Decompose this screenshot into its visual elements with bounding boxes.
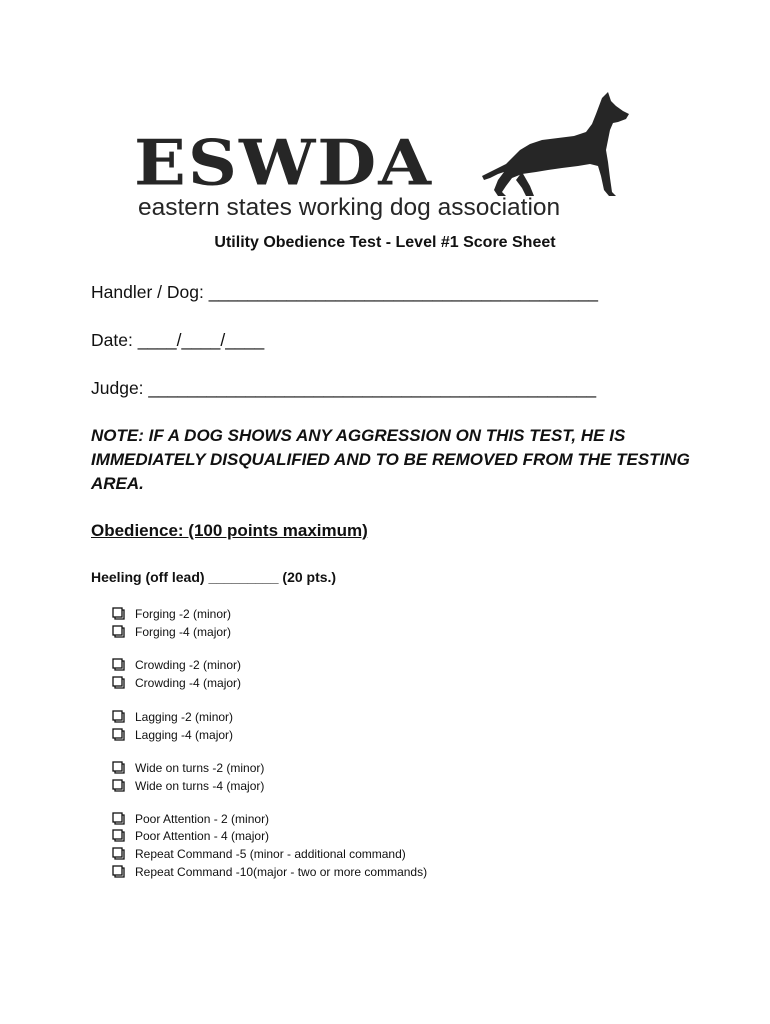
page-title: Utility Obedience Test - Level #1 Score Sheet xyxy=(214,234,556,251)
deduction-label: Crowding -4 (major) xyxy=(135,676,242,690)
list-item xyxy=(112,760,264,776)
deduction-label: Lagging -2 (minor) xyxy=(135,710,234,724)
list-item xyxy=(112,828,269,844)
deduction-label: Forging -4 (major) xyxy=(135,625,232,639)
judge-field: Judge: ______________________________________________ xyxy=(91,378,597,398)
logo xyxy=(134,92,644,227)
logo-wordmark: ESWDA xyxy=(134,126,434,201)
deduction-label: Repeat Command -5 (minor - additional command) xyxy=(135,847,406,861)
checkbox-icon[interactable] xyxy=(112,675,125,691)
deduction-label: Crowding -2 (minor) xyxy=(135,658,242,672)
obedience-heading: Obedience: (100 points maximum) xyxy=(91,521,368,540)
list-item xyxy=(112,624,231,640)
date-field: Date: ____/____/____ xyxy=(91,330,265,350)
list-item xyxy=(112,864,427,880)
checkbox-icon[interactable] xyxy=(112,657,125,673)
deduction-label: Wide on turns -4 (major) xyxy=(135,779,265,793)
list-item xyxy=(112,811,269,827)
deduction-label: Repeat Command -10(major - two or more commands) xyxy=(135,865,428,879)
list-item xyxy=(112,727,233,743)
deduction-label: Forging -2 (minor) xyxy=(135,607,232,621)
checkbox-icon[interactable] xyxy=(112,778,125,794)
checkbox-icon[interactable] xyxy=(112,727,125,743)
list-item xyxy=(112,846,406,862)
list-item xyxy=(112,709,233,725)
checkbox-icon[interactable] xyxy=(112,709,125,725)
checkbox-icon[interactable] xyxy=(112,760,125,776)
checkbox-icon[interactable] xyxy=(112,606,125,622)
dog-logo-icon xyxy=(482,92,632,200)
checkbox-icon[interactable] xyxy=(112,828,125,844)
deduction-label: Poor Attention - 2 (minor) xyxy=(135,812,270,826)
checkbox-icon[interactable] xyxy=(112,846,125,862)
list-item xyxy=(112,606,231,622)
logo-tagline: eastern states working dog association xyxy=(138,194,561,221)
heeling-exercise: Heeling (off lead) _________ (20 pts.) xyxy=(91,569,337,585)
list-item xyxy=(112,675,241,691)
checkbox-icon[interactable] xyxy=(112,624,125,640)
aggression-note: NOTE: IF A DOG SHOWS ANY AGGRESSION ON THIS TEST, HE IS IMMEDIATELY DISQUALIFIED AND TO BE REMOVED FROM THE TESTING AREA. xyxy=(91,426,690,493)
list-item xyxy=(112,778,264,794)
list-item xyxy=(112,657,241,673)
deduction-label: Lagging -4 (major) xyxy=(135,728,234,742)
handler-dog-field: Handler / Dog: ________________________________________ xyxy=(91,282,599,302)
checkbox-icon[interactable] xyxy=(112,811,125,827)
deduction-label: Wide on turns -2 (minor) xyxy=(135,761,265,775)
checkbox-icon[interactable] xyxy=(112,864,125,880)
deduction-label: Poor Attention - 4 (major) xyxy=(135,829,270,843)
